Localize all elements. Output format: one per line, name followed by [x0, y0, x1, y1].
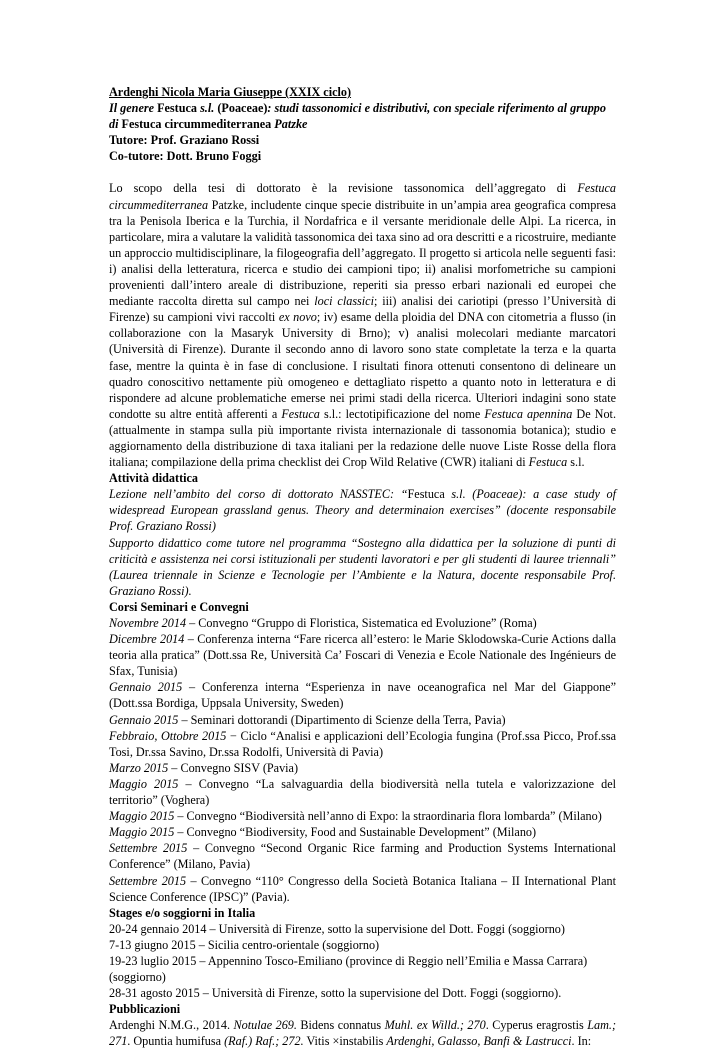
seminari-list	[109, 615, 616, 905]
stage-item: 7-13 giugno 2015 – Sicilia centro-orientale (soggiorno)	[109, 937, 380, 952]
stage-item: 19-23 luglio 2015 – Appennino Tosco-Emiliano (province di Reggio nell’Emilia e Massa Carrara) (soggiorno)	[109, 953, 588, 985]
seminar-item: Febbraio, Ottobre 2015 − Ciclo “Analisi e applicazioni dell’Ecologia fungina (Prof.ssa Picco, Prof.ssa Tosi, Dr.ssa Savino, Dr.ssa Rodolfi, Università di Pavia)	[109, 728, 616, 759]
section-heading-didattica: Attività didattica	[109, 471, 199, 486]
seminar-item: Settembre 2015 – Convegno “110° Congresso della Società Botanica Italiana – II International Plant Science Conference (IPSC)” (Pavia).	[109, 873, 616, 904]
didattica-lesson: Lezione nell’ambito del corso di dottorato NASSTEC: “Festuca s.l. (Poaceae): a case study of widespread European grassland genus. Theory and determinaion exercises” (docente responsabile Prof. Graziano Rossi)	[109, 487, 617, 534]
cotutor-line: Co-tutore: Dott. Bruno Foggi	[109, 149, 262, 164]
section-heading-pubblicazioni: Pubblicazioni	[109, 1002, 181, 1017]
seminar-item: Gennaio 2015 – Seminari dottorandi (Dipartimento di Scienze della Terra, Pavia)	[109, 712, 506, 727]
seminar-item: Maggio 2015 – Convegno “Biodiversità nell’anno di Expo: la straordinaria flora lombarda” (Milano)	[109, 809, 602, 824]
seminar-item: Gennaio 2015 – Conferenza interna “Esperienza in nave oceanografica nel Mar del Giappone” (Dott.ssa Bordiga, Uppsala University, Sweden)	[109, 680, 616, 711]
abstract-paragraph: Lo scopo della tesi di dottorato è la revisione tassonomica dell’aggregato di Festuca circummediterranea Patzke, includente cinque specie distribuite in un’ampia area geografica compresa tra la Penisola Iberica e la Turchia, il Nordafrica e il versante meridionale delle Alpi. La ricerca, in particolare, mira a valutare la validità tassonomica dei taxa sino ad ora descritti e a ricostruire, mediante un approccio multidisciplinare, la filogeografia dell’aggregato. Il progetto si articola nelle seguenti fasi: i) analisi della letteratura, ricerca e studio dei campioni tipo; ii) analisi morfometriche su campioni provenienti dall’intero areale di distribuzione, reperiti sia presso erbari nazionali ed europei che mediante raccolta diretta sul campo nei loci classici; iii) analisi dei cariotipi (presso l’Università di Firenze) su campioni vivi raccolti ex novo; iv) esame della ploidia del DNA con citometria a flusso (in collaborazione con la Masaryk University di Brno); v) analisi molecolari mediante marcatori (Università di Firenze). Durante il secondo anno di lavoro sono state completate la terza e la quarta fase, mentre la quinta è in fase di conclusione. I risultati finora ottenuti consentono di delineare un quadro conoscitivo nettamente più omogeneo e dettagliato rispetto a quanto noto in letteratura e di rispondere ad alcune problematiche emerse nei primi stadi della ricerca. Ulteriori indagini sono state condotte su altre entità afferenti a Festuca s.l.: lectotipificazione del nome Festuca apennina De Not. (attualmente in stampa sulla più importante rivista internazionale di tassonomia botanica); studio e aggiornamento della distribuzione di taxa italiani per la redazione delle nuove Liste Rosse della flora italiana; compilazione della prima checklist dei Crop Wild Relative (CWR) italiani di Festuca s.l.	[109, 181, 616, 470]
section-heading-seminari: Corsi Seminari e Convegni	[109, 599, 249, 614]
publication-entry: Ardenghi N.M.G., 2014. Notulae 269. Bidens connatus Muhl. ex Willd.; 270. Cyperus eragrostis Lam.; 271. Opuntia humifusa (Raf.) Raf.; 272. Vitis ×instabilis Ardenghi, Galasso, Banfi & Lastrucci. In:	[109, 1018, 616, 1049]
section-heading-stages: Stages e/o soggiorni in Italia	[109, 905, 256, 920]
seminar-item: Novembre 2014 – Convegno “Gruppo di Floristica, Sistematica ed Evoluzione” (Roma)	[109, 616, 537, 630]
stage-item: 28-31 agosto 2015 – Università di Firenze, sotto la supervisione del Dott. Foggi (soggiorno).	[109, 986, 562, 1001]
document-page	[109, 84, 616, 1050]
tutor-line: Tutore: Prof. Graziano Rossi	[109, 133, 260, 148]
stage-item: 20-24 gennaio 2014 – Università di Firenze, sotto la supervisione del Dott. Foggi (soggiorno)	[109, 921, 565, 936]
spacer	[109, 164, 616, 180]
seminar-item: Settembre 2015 – Convegno “Second Organic Rice farming and Production Systems International Conference” (Milano, Pavia)	[109, 841, 616, 872]
seminar-item: Marzo 2015 – Convegno SISV (Pavia)	[109, 760, 299, 775]
seminar-item: Maggio 2015 – Convegno “Biodiversity, Food and Sustainable Development” (Milano)	[109, 825, 537, 840]
stages-list	[109, 921, 616, 1001]
thesis-title: Il genere Festuca s.l. (Poaceae): studi tassonomici e distributivi, con speciale riferimento al gruppo di Festuca circummediterranea Patzke	[109, 101, 606, 132]
didattica-support: Supporto didattico come tutore nel programma “Sostegno alla didattica per la soluzione di punti di criticità e assistenza nei corsi istituzionali per studenti lavoratori e per gli studenti di lauree triennali” (Laurea triennale in Scienze e Tecnologie per l’Ambiente e la Natura, docente responsabile Prof. Graziano Rossi).	[109, 535, 616, 598]
seminar-item: Dicembre 2014 – Conferenza interna “Fare ricerca all’estero: le Marie Sklodowska-Curie Actions dalla teoria alla pratica” (Dott.ssa Re, Università Ca’ Foscari di Venezia e Ecole Nationale des Ingénieurs de Sfax, Tunisia)	[109, 632, 616, 679]
seminar-item: Maggio 2015 – Convegno “La salvaguardia della biodiversità nella tutela e valorizzazione del territorio” (Voghera)	[109, 776, 616, 808]
author-line: Ardenghi Nicola Maria Giuseppe (XXIX ciclo)	[109, 85, 352, 99]
